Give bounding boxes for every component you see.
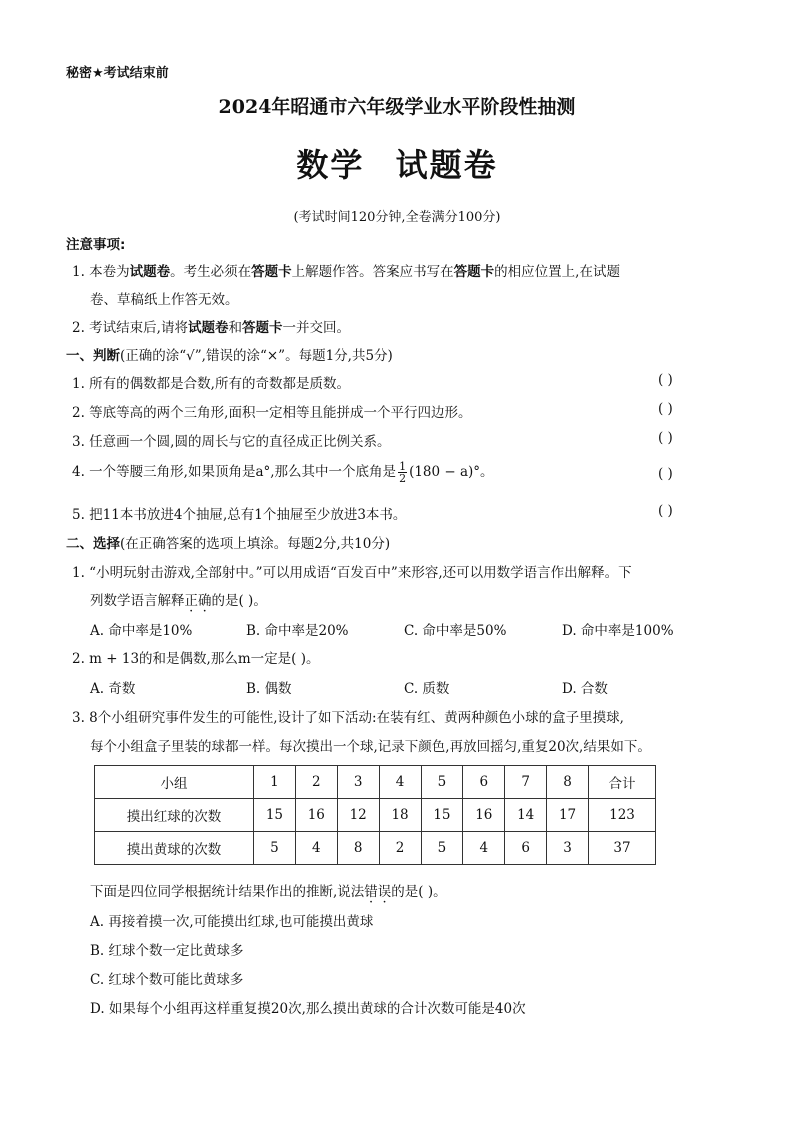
table-header-row (95, 766, 656, 799)
table-cell: 12 (337, 799, 379, 832)
table-cell: 15 (421, 799, 463, 832)
answer-blank: ( ) (658, 466, 673, 482)
section-instruction: (在正确答案的选项上填涂。每题2分,共10分) (120, 536, 391, 552)
question-text: 下面是四位同学根据统计结果作出的推断,说法 (90, 884, 365, 900)
table-cell: 14 (505, 799, 547, 832)
exam-time-info: (考试时间120分钟,全卷满分100分) (293, 210, 501, 225)
confidential-label: 秘密★考试结束前 (66, 66, 169, 81)
option-b[interactable]: B. 偶数 (246, 681, 292, 697)
judge-question-3: 3. 任意画一个圆,圆的周长与它的直径成正比例关系。 (72, 434, 391, 450)
notice-text: 1. 本卷为 (72, 264, 130, 280)
table-cell: 合计 (589, 766, 656, 799)
table-cell: 摸出黄球的次数 (95, 832, 254, 865)
question-text: 4. 一个等腰三角形,如果顶角是a°,那么其中一个底角是 (72, 464, 397, 480)
question-text: 列数学语言解释 (90, 593, 185, 609)
table-cell: 8 (337, 832, 379, 865)
table-cell: 5 (421, 766, 463, 799)
table-cell: 摸出红球的次数 (95, 799, 254, 832)
notice-item-1 (72, 260, 620, 280)
option-d[interactable]: D. 合数 (562, 681, 608, 697)
table-cell: 7 (505, 766, 547, 799)
emphasis-char: 正 (184, 593, 198, 609)
option-a[interactable]: A. 命中率是10% (90, 623, 193, 639)
table-cell: 17 (547, 799, 589, 832)
judge-question-4 (72, 460, 494, 484)
notice-bold: 答题卡 (251, 264, 292, 280)
judge-question-1: 1. 所有的偶数都是合数,所有的奇数都是质数。 (72, 376, 350, 392)
fraction-denominator: 2 (399, 472, 407, 485)
table-cell: 5 (421, 832, 463, 865)
choice-question-1: 1. “小明玩射击游戏,全部射中。”可以用成语“百发百中”来形容,还可以用数学语言作出解释。下 (72, 565, 632, 581)
answer-blank: ( ) (658, 401, 673, 417)
table-cell: 3 (337, 766, 379, 799)
table-cell: 4 (379, 766, 421, 799)
answer-blank: ( ) (658, 503, 673, 519)
section1-heading (66, 344, 393, 364)
judge-question-2: 2. 等底等高的两个三角形,面积一定相等且能拼成一个平行四边形。 (72, 405, 472, 421)
question-text: 的是( )。 (391, 884, 447, 900)
emphasis-char: 误 (377, 884, 392, 900)
notice-bold: 试题卷 (129, 264, 171, 280)
table-cell: 123 (589, 799, 656, 832)
section-title: 一、判断 (66, 348, 120, 364)
choice-question-3: 3. 8个小组研究事件发生的可能性,设计了如下活动:在装有红、黄两种颜色小球的盒子里摸球, (72, 710, 624, 726)
option-d[interactable]: D. 如果每个小组再这样重复摸20次,那么摸出黄球的合计次数可能是40次 (90, 1001, 526, 1017)
choice-question-3-prompt (90, 880, 447, 900)
fraction-numerator: 1 (399, 460, 407, 473)
notice-bold: 答题卡 (241, 320, 283, 336)
table-cell: 2 (295, 766, 337, 799)
notice-item-1-cont: 卷、草稿纸上作答无效。 (90, 292, 239, 308)
option-c[interactable]: C. 红球个数可能比黄球多 (90, 972, 244, 988)
emphasis-char: 错 (364, 884, 378, 900)
notice-text: 上解题作答。答案应书写在 (291, 264, 454, 280)
option-b[interactable]: B. 红球个数一定比黄球多 (90, 943, 244, 959)
section-title: 二、选择 (66, 536, 120, 552)
option-d[interactable]: D. 命中率是100% (562, 623, 674, 639)
table-cell: 6 (463, 766, 505, 799)
table-cell: 1 (254, 766, 296, 799)
notice-heading: 注意事项: (66, 237, 126, 253)
notice-text: 。考生必须在 (170, 264, 252, 280)
table-cell: 16 (295, 799, 337, 832)
choice-question-1-cont (90, 589, 267, 609)
table-cell: 4 (295, 832, 337, 865)
table-cell: 8 (547, 766, 589, 799)
choice-question-3-cont: 每个小组盒子里装的球都一样。每次摸出一个球,记录下颜色,再放回摇匀,重复20次,结果如下。 (90, 739, 651, 755)
subject-title: 数学 试题卷 (296, 146, 498, 184)
notice-text: 的相应位置上,在试题 (494, 264, 620, 280)
option-a[interactable]: A. 奇数 (90, 681, 136, 697)
question-text: (180 − a)°。 (409, 464, 494, 480)
table-cell: 6 (505, 832, 547, 865)
answer-blank: ( ) (658, 372, 673, 388)
notice-bold: 试题卷 (187, 320, 229, 336)
table-cell: 37 (589, 832, 656, 865)
choice-question-2: 2. m + 13的和是偶数,那么m一定是( )。 (72, 651, 320, 667)
results-table (94, 765, 656, 865)
notice-item-2 (72, 316, 350, 336)
table-cell: 2 (379, 832, 421, 865)
answer-blank: ( ) (658, 430, 673, 446)
section2-heading (66, 532, 390, 552)
table-cell: 16 (463, 799, 505, 832)
table-row (95, 832, 656, 865)
notice-bold: 答题卡 (453, 264, 495, 280)
table-cell: 15 (254, 799, 296, 832)
emphasis-char: 确 (198, 593, 212, 609)
section-instruction: (正确的涂“√”,错误的涂“×”。每题1分,共5分) (120, 348, 393, 364)
table-row (95, 799, 656, 832)
option-b[interactable]: B. 命中率是20% (246, 623, 349, 639)
fraction (398, 461, 407, 484)
table-cell: 5 (254, 832, 296, 865)
table-cell: 小组 (95, 766, 254, 799)
notice-text: 2. 考试结束后,请将 (72, 320, 188, 336)
table-cell: 3 (547, 832, 589, 865)
notice-text: 一并交回。 (282, 320, 350, 336)
exam-title: 2024年昭通市六年级学业水平阶段性抽测 (218, 96, 576, 118)
option-c[interactable]: C. 命中率是50% (404, 623, 507, 639)
question-text: 的是( )。 (211, 593, 267, 609)
option-c[interactable]: C. 质数 (404, 681, 450, 697)
table-cell: 4 (463, 832, 505, 865)
notice-text: 和 (228, 320, 242, 336)
option-a[interactable]: A. 再接着摸一次,可能摸出红球,也可能摸出黄球 (90, 914, 374, 930)
judge-question-5: 5. 把11本书放进4个抽屉,总有1个抽屉至少放进3本书。 (72, 507, 407, 523)
table-cell: 18 (379, 799, 421, 832)
